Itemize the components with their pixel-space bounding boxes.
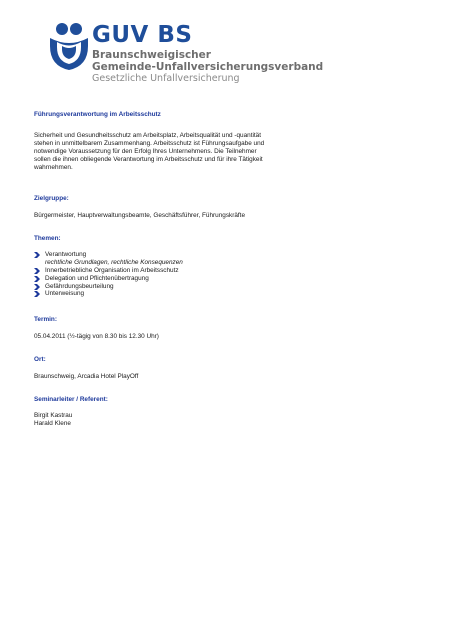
- zielgruppe-text: Bürgermeister, Hauptverwaltungsbeamte, Geschäftsführer, Führungskräfte: [34, 212, 245, 219]
- arrow-bullet-icon: [34, 276, 42, 282]
- themen-list: [34, 251, 183, 298]
- termin-text: 05.04.2011 (½-tägig von 8.30 bis 12.30 Uhr): [34, 333, 159, 340]
- themen-heading: Themen:: [34, 235, 61, 242]
- arrow-bullet-icon: [34, 268, 42, 274]
- ort-text: Braunschweig, Arcadia Hotel PlayOff: [34, 373, 139, 380]
- themen-item: [34, 275, 183, 283]
- ort-heading: Ort:: [34, 356, 46, 363]
- themen-item-label: Unterweisung: [45, 290, 85, 298]
- intro-line: sollen die ihnen obliegende Verantwortung im Arbeitsschutz und für ihre Tätigkeit: [34, 155, 263, 163]
- themen-item-label: Innerbetriebliche Organisation im Arbeitsschutz: [45, 266, 179, 274]
- seminarleiter-heading: Seminarleiter / Referent:: [34, 396, 108, 403]
- themen-item: [34, 267, 183, 275]
- intro-line: stehen in unmittelbarem Zusammenhang. Arbeitsschutz ist Führungsaufgabe und: [34, 139, 265, 147]
- arrow-bullet-icon: [34, 252, 42, 258]
- logo-line-2: Gemeinde-Unfallversicherungsverband: [92, 61, 324, 73]
- themen-item: [34, 251, 183, 259]
- arrow-bullet-icon: [34, 291, 42, 297]
- referent-name: Birgit Kastrau: [34, 412, 73, 419]
- referent-name: Harald Klene: [34, 419, 71, 427]
- logo-acronym: GUV BS: [92, 22, 193, 48]
- intro-line: Sicherheit und Gesundheitsschutz am Arbeitsplatz, Arbeitsqualität und -quantität: [34, 132, 262, 139]
- termin-heading: Termin:: [34, 316, 57, 323]
- themen-item: [34, 283, 183, 291]
- guv-logo: [48, 22, 324, 84]
- logo-line-1: Braunschweigischer: [92, 49, 211, 61]
- zielgruppe-heading: Zielgruppe:: [34, 195, 69, 202]
- themen-subitem-label: rechtliche Grundlagen, rechtliche Konsequenzen: [45, 258, 183, 266]
- themen-item: [34, 290, 183, 298]
- document-title: Führungsverantwortung im Arbeitsschutz: [34, 111, 161, 118]
- themen-subitem: [34, 259, 183, 267]
- themen-item-label: Gefährdungsbeurteilung: [45, 282, 114, 290]
- intro-paragraph: [34, 132, 319, 172]
- guv-emblem-icon: [48, 22, 92, 72]
- referenten-list: [34, 412, 72, 428]
- logo-line-3: Gesetzliche Unfallversicherung: [92, 73, 240, 84]
- arrow-bullet-icon: [34, 284, 42, 290]
- themen-item-label: Verantwortung: [45, 251, 87, 258]
- intro-line: notwendige Voraussetzung für den Erfolg Ihres Unternehmens. Die Teilnehmer: [34, 147, 257, 155]
- themen-item-label: Delegation und Pflichtenübertragung: [45, 274, 149, 282]
- intro-line: wahrnehmen.: [34, 163, 73, 171]
